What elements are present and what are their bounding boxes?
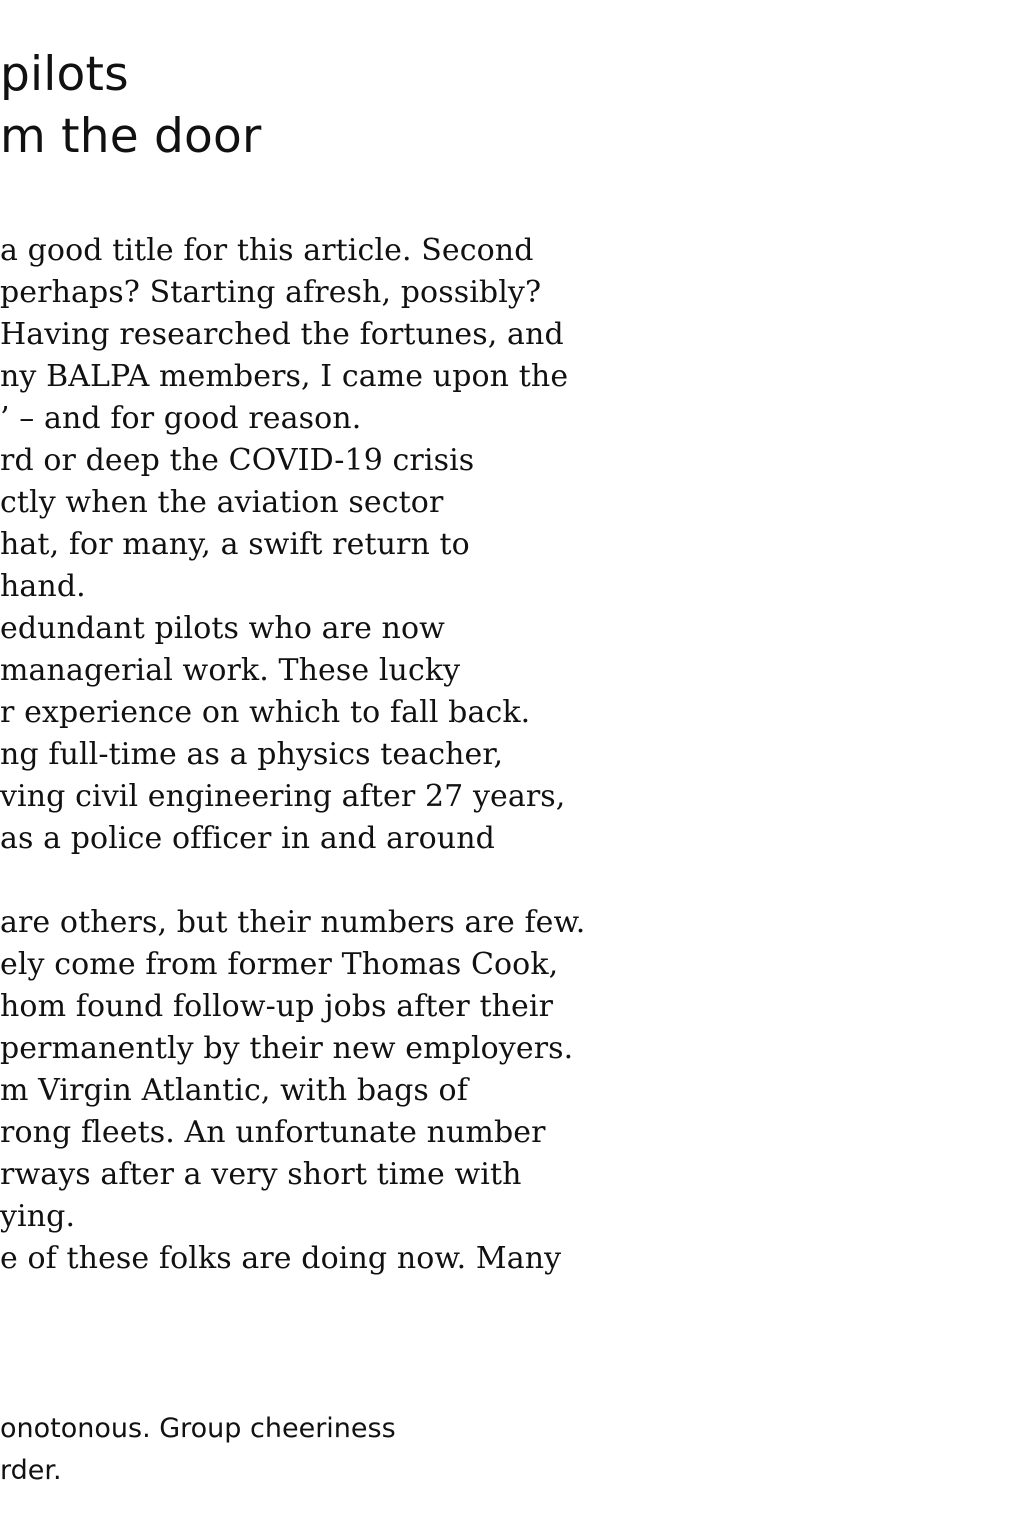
footer-line: rder. — [0, 1455, 62, 1486]
body-line: ying. — [0, 1199, 76, 1234]
body-line: hat, for many, a swift return to — [0, 527, 470, 562]
body-line: e of these folks are doing now. Many — [0, 1241, 562, 1276]
body-line — [0, 860, 585, 902]
body-line: ctly when the aviation sector — [0, 485, 444, 520]
sidebar-quote-fragment — [0, 1408, 396, 1492]
body-line: are others, but their numbers are few. — [0, 905, 586, 940]
body-line: hom found follow-up jobs after their — [0, 989, 554, 1024]
body-line: permanently by their new employers. — [0, 1031, 574, 1066]
body-line: Having researched the fortunes, and — [0, 317, 564, 352]
body-line: managerial work. These lucky — [0, 653, 461, 688]
body-line: ving civil engineering after 27 years, — [0, 779, 566, 814]
body-line: rong fleets. An unfortunate number — [0, 1115, 546, 1150]
body-line: rways after a very short time with — [0, 1157, 522, 1192]
body-line: ely come from former Thomas Cook, — [0, 947, 559, 982]
body-line: hand. — [0, 569, 86, 604]
footer-line: onotonous. Group cheeriness — [0, 1413, 396, 1444]
body-line: a good title for this article. Second — [0, 233, 534, 268]
body-line: perhaps? Starting afresh, possibly? — [0, 275, 542, 310]
article-headline — [0, 44, 261, 168]
body-line: edundant pilots who are now — [0, 611, 445, 646]
body-line: ng full-time as a physics teacher, — [0, 737, 504, 772]
body-line: r experience on which to fall back. — [0, 695, 531, 730]
body-line: ’ – and for good reason. — [0, 401, 362, 436]
body-line: m Virgin Atlantic, with bags of — [0, 1073, 468, 1108]
body-line: as a police officer in and around — [0, 821, 495, 856]
headline-line: m the door — [0, 109, 262, 164]
body-line: rd or deep the COVID-19 crisis — [0, 443, 475, 478]
headline-line: pilots — [0, 47, 129, 102]
body-line: ny BALPA members, I came upon the — [0, 359, 569, 394]
article-body — [0, 230, 585, 1280]
